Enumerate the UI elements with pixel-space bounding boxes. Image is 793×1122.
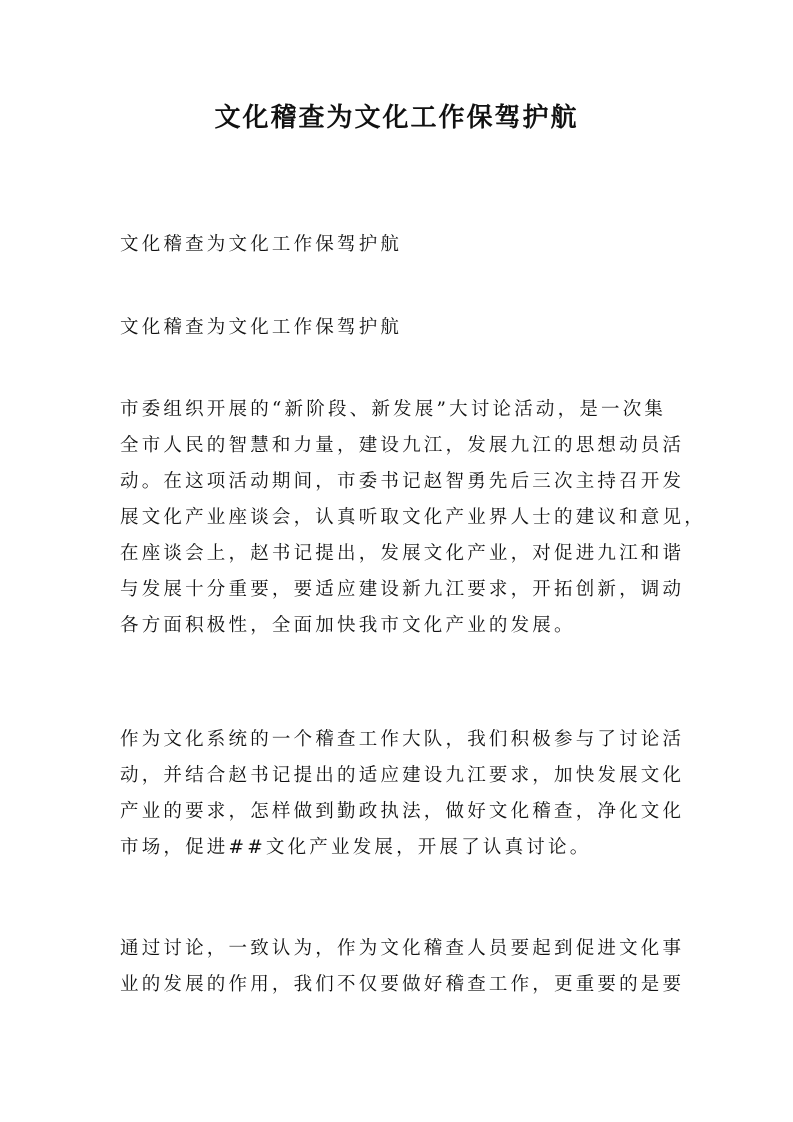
text-line: 文化稽查为文化工作保驾护航 [120, 234, 403, 255]
paragraph-2 [120, 722, 685, 866]
paragraph-3 [120, 931, 685, 1003]
subtitle-line-1 [120, 227, 680, 263]
text-line: 产业的要求，怎样做到勤政执法，做好文化稽查，净化文化 [120, 801, 685, 822]
text-line: 展文化产业座谈会，认真听取文化产业界人士的建议和意见， [120, 507, 706, 528]
text-line: 作为文化系统的一个稽查工作大队，我们积极参与了讨论活 [120, 729, 685, 750]
paragraph-1 [120, 392, 706, 644]
text-line: 在座谈会上，赵书记提出，发展文化产业，对促进九江和谐 [120, 543, 685, 564]
text-line: 通过讨论，一致认为，作为文化稽查人员要起到促进文化事 [120, 938, 685, 959]
text-line: 动。在这项活动期间，市委书记赵智勇先后三次主持召开发 [120, 471, 685, 492]
text-line: 与发展十分重要，要适应建设新九江要求，开拓创新，调动 [120, 579, 685, 600]
text-line: 动，并结合赵书记提出的适应建设九江要求，加快发展文化 [120, 765, 685, 786]
text-line: 市场，促进##文化产业发展，开展了认真讨论。 [120, 837, 592, 858]
text-line: 业的发展的作用，我们不仅要做好稽查工作，更重要的是要 [120, 974, 685, 995]
subtitle-line-2 [120, 310, 680, 346]
text-line: 各方面积极性，全面加快我市文化产业的发展。 [120, 615, 576, 636]
text-line: 市委组织开展的“新阶段、新发展”大讨论活动，是一次集 [120, 399, 667, 420]
text-line: 文化稽查为文化工作保驾护航 [120, 317, 403, 338]
document-title: 文化稽查为文化工作保驾护航 [214, 103, 579, 133]
text-line: 全市人民的智慧和力量，建设九江，发展九江的思想动员活 [120, 435, 685, 456]
